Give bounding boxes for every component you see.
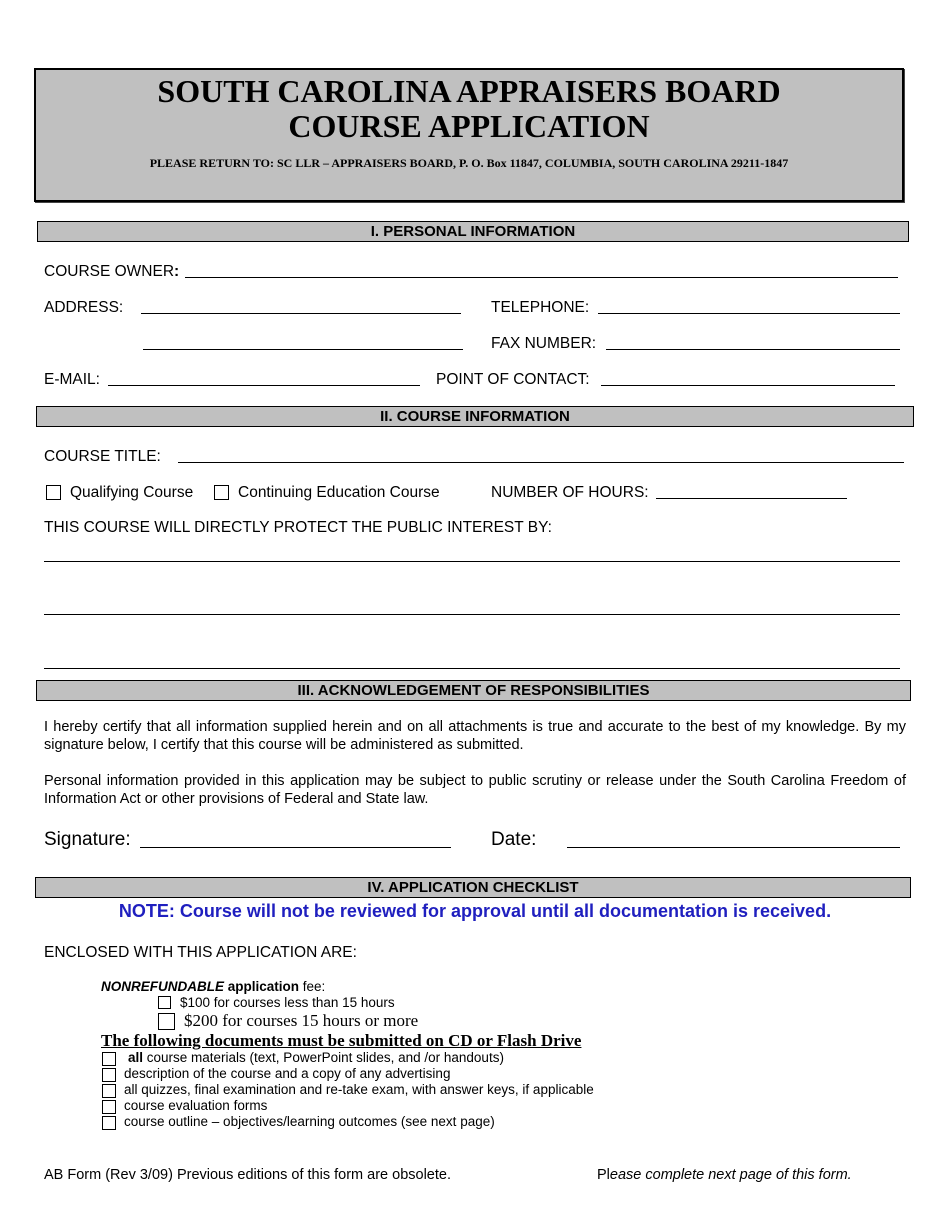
course-materials-checkbox[interactable]: [102, 1052, 116, 1066]
fax-label: FAX NUMBER:: [491, 335, 597, 352]
address-field-line2[interactable]: [143, 333, 463, 350]
qualifying-course-checkbox[interactable]: [46, 485, 61, 500]
signature-label: Signature:: [44, 829, 131, 850]
enclosed-label: ENCLOSED WITH THIS APPLICATION ARE:: [44, 944, 357, 961]
quizzes-checkbox[interactable]: [102, 1084, 116, 1098]
fee-heading: NONREFUNDABLE application fee:: [101, 979, 326, 994]
quizzes-label: all quizzes, final examination and re-take exam, with answer keys, if applicable: [124, 1082, 594, 1097]
description-checkbox[interactable]: [102, 1068, 116, 1082]
fee-200-label: $200 for courses 15 hours or more: [184, 1011, 419, 1030]
course-owner-field[interactable]: [185, 261, 898, 278]
header-box: [34, 68, 904, 202]
telephone-label: TELEPHONE:: [491, 299, 590, 316]
documentation-note: NOTE: Course will not be reviewed for approval until all documentation is received.: [118, 901, 832, 921]
return-address: PLEASE RETURN TO: SC LLR – APPRAISERS BOARD, P. O. Box 11847, COLUMBIA, SOUTH CAROLINA 29211-1847: [149, 156, 789, 170]
evaluation-forms-label: course evaluation forms: [124, 1098, 268, 1113]
telephone-field[interactable]: [598, 297, 900, 314]
course-title-field[interactable]: [178, 446, 904, 463]
address-field-line1[interactable]: [141, 297, 461, 314]
fax-field[interactable]: [606, 333, 900, 350]
form-subtitle: COURSE APPLICATION: [288, 108, 650, 144]
continuing-education-checkbox[interactable]: [214, 485, 229, 500]
fee-200-checkbox[interactable]: [158, 1013, 175, 1030]
date-label: Date:: [491, 829, 537, 850]
point-of-contact-field[interactable]: [601, 369, 895, 386]
form-revision-note: AB Form (Rev 3/09) Previous editions of this form are obsolete.: [44, 1167, 451, 1183]
fee-100-checkbox[interactable]: [158, 996, 171, 1009]
public-interest-line-3[interactable]: [44, 652, 900, 669]
signature-field[interactable]: [140, 831, 451, 848]
section-acknowledgement: III. ACKNOWLEDGEMENT OF RESPONSIBILITIES: [36, 680, 911, 701]
section-personal-information: I. PERSONAL INFORMATION: [37, 221, 909, 242]
email-label: E-MAIL:: [44, 371, 100, 388]
course-outline-checkbox[interactable]: [102, 1116, 116, 1130]
point-of-contact-label: POINT OF CONTACT:: [436, 371, 590, 388]
public-interest-line-2[interactable]: [44, 598, 900, 615]
description-label: description of the course and a copy of any advertising: [124, 1066, 451, 1081]
email-field[interactable]: [108, 369, 420, 386]
fee-100-label: $100 for courses less than 15 hours: [180, 995, 395, 1010]
section-application-checklist: IV. APPLICATION CHECKLIST: [35, 877, 911, 898]
date-field[interactable]: [567, 831, 900, 848]
continuing-education-label: Continuing Education Course: [238, 484, 440, 501]
next-page-note: Please complete next page of this form.: [597, 1167, 852, 1183]
course-outline-label: course outline – objectives/learning outcomes (see next page): [124, 1114, 495, 1129]
course-title-label: COURSE TITLE:: [44, 448, 161, 465]
documents-heading: The following documents must be submitted on CD or Flash Drive: [101, 1031, 582, 1050]
course-owner-label: COURSE OWNER:: [44, 263, 180, 280]
evaluation-forms-checkbox[interactable]: [102, 1100, 116, 1114]
number-of-hours-field[interactable]: [656, 482, 847, 499]
qualifying-course-label: Qualifying Course: [70, 484, 194, 501]
address-label: ADDRESS:: [44, 299, 124, 316]
course-materials-label: all course materials (text, PowerPoint slides, and /or handouts): [128, 1050, 504, 1065]
section-course-information: II. COURSE INFORMATION: [36, 406, 914, 427]
public-interest-label: THIS COURSE WILL DIRECTLY PROTECT THE PUBLIC INTEREST BY:: [44, 519, 552, 536]
form-title: SOUTH CAROLINA APPRAISERS BOARD: [157, 73, 781, 109]
number-of-hours-label: NUMBER OF HOURS:: [491, 484, 649, 501]
privacy-paragraph: Personal information provided in this application may be subject to public scrutiny or release under the South Carolina Freedom of Information Act or other provisions of Federal and State law.: [44, 773, 906, 807]
certification-paragraph: I hereby certify that all information supplied herein and on all attachments is true and accurate to the best of my knowledge. By my signature below, I certify that this course will be administered as submitted.: [44, 719, 906, 753]
public-interest-line-1[interactable]: [44, 545, 900, 562]
